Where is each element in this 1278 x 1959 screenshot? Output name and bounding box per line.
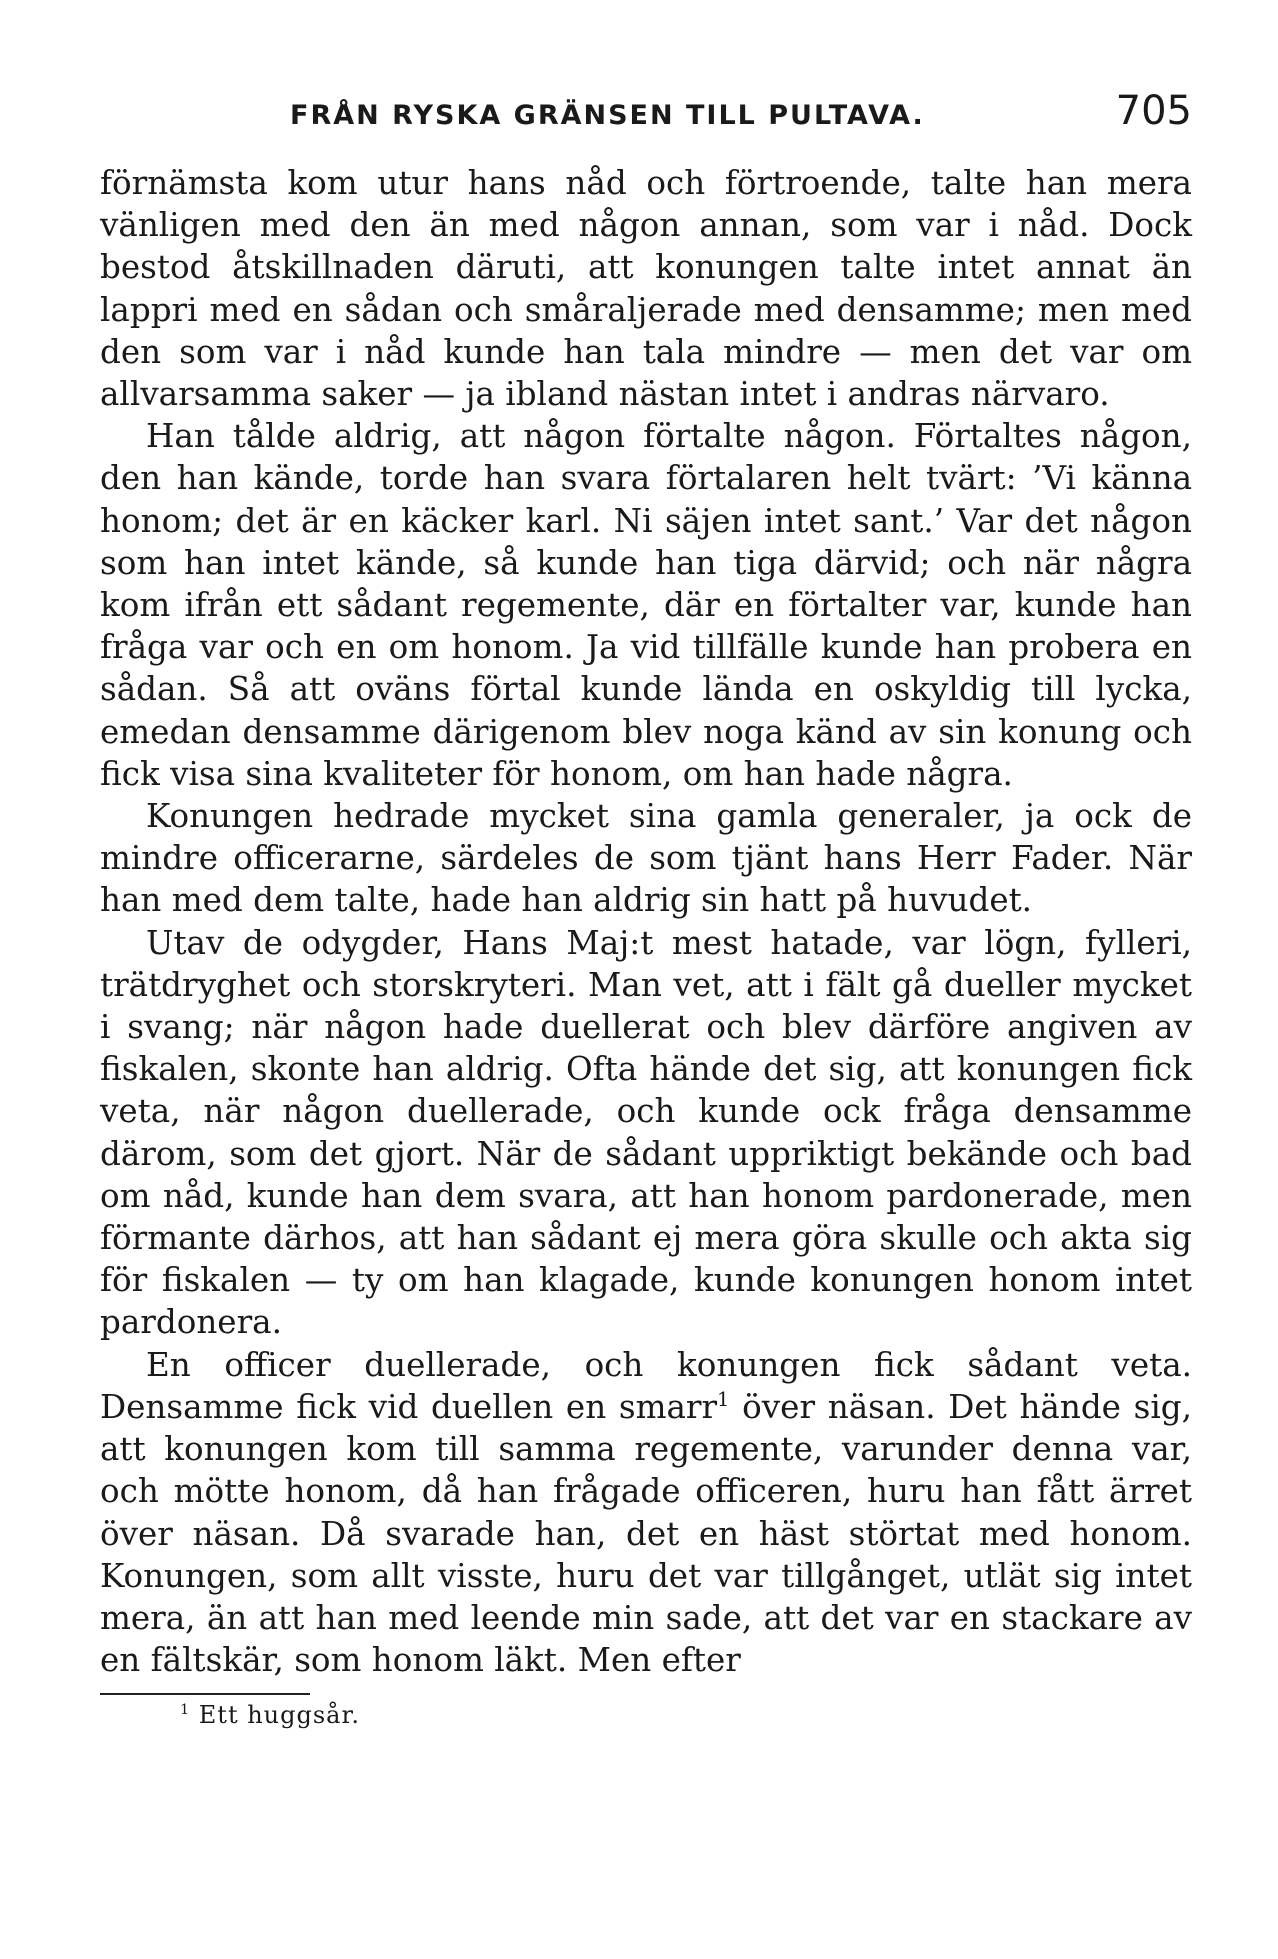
footnote-reference: 1 — [717, 1388, 730, 1412]
running-title: FRÅN RYSKA GRÄNSEN TILL PULTAVA. — [290, 100, 925, 131]
paragraph: förnämsta kom utur hans nåd och förtroende, talte han mera vänligen med den än med någon annan, som var i nåd. Dock bestod åtskillnaden däruti, att konungen talte intet annat än lappri med en sådan och småraljerade med densamme; men med den som var i nåd kunde han tala mindre — men det var om allvarsamma saker — ja ibland nästan intet i andras närvaro. — [100, 164, 1192, 414]
body-text — [100, 162, 1192, 1681]
page-header — [100, 88, 1192, 140]
page-number: 705 — [1115, 88, 1192, 134]
paragraph: Konungen hedrade mycket sina gamla generaler, ja ock de mindre officerarne, särdeles de som tjänt hans Herr Fader. När han med dem talte, hade han aldrig sin hatt på huvudet. — [100, 797, 1192, 920]
book-page — [100, 88, 1192, 1731]
paragraph — [100, 1344, 1192, 1682]
paragraph: Utav de odygder, Hans Maj:t mest hatade, var lögn, fylleri, trätdryghet och storskryteri. Man vet, att i fält gå dueller mycket i svang; när någon hade duellerat och blev därföre angiven av fiskalen, skonte han aldrig. Ofta hände det sig, att konungen fick veta, när någon duellerade, och kunde ock fråga densamme därom, som det gjort. När de sådant uppriktigt bekände och bad om nåd, kunde han dem svara, att han honom pardonerade, men förmante därhos, att han sådant ej mera göra skulle och akta sig för fiskalen — ty om han klagade, kunde konungen honom intet pardonera. — [100, 923, 1192, 1342]
paragraph-text: över näsan. Det hände sig, att konungen kom till samma regemente, varunder denna var, och mötte honom, då han frågade officeren, huru han fått ärret över näsan. Då svarade han, det en häst störtat med honom. Konungen, som allt visste, huru det var tillgånget, utlät sig intet mera, än att han med leende min sade, att det var en stackare av en fältskär, som honom läkt. Men efter — [100, 1387, 1192, 1680]
footnote-text: Ett huggsår. — [190, 1701, 360, 1730]
footnote — [180, 1699, 1192, 1731]
paragraph: Han tålde aldrig, att någon förtalte någon. Förtaltes någon, den han kände, torde han svara förtalaren helt tvärt: ’Vi känna honom; det är en käcker karl. Ni säjen intet sant.’ Var det någon som han intet kände, så kunde han tiga därvid; och när några kom ifrån ett sådant regemente, där en förtalter var, kunde han fråga var och en om honom. Ja vid tillfälle kunde han probera en sådan. Så att oväns förtal kunde lända en oskyldig till lycka, emedan densamme därigenom blev noga känd av sin konung och fick visa sina kvaliteter för honom, om han hade några. — [100, 417, 1192, 793]
paragraph-text: En officer duellerade, och konungen fick sådant veta. Densamme fick vid duellen en smarr — [100, 1345, 1192, 1426]
footnote-mark: 1 — [180, 1702, 191, 1719]
footnote-separator — [100, 1693, 310, 1695]
